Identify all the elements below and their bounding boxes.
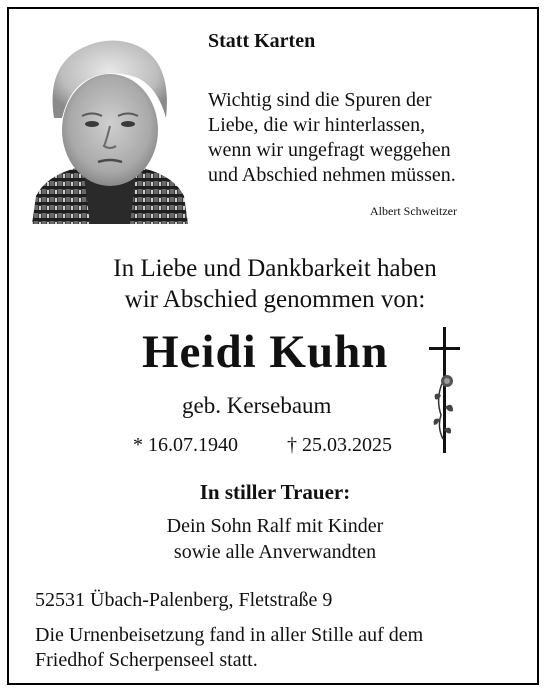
death-date: † 25.03.2025 [287, 434, 392, 456]
quote-line: und Abschied nehmen müssen. [208, 164, 456, 186]
birth-date: * 16.07.1940 [133, 434, 238, 456]
mourning-title: In stiller Trauer: [199, 480, 351, 504]
cross-with-rose-icon [427, 327, 463, 460]
quote-text [208, 88, 528, 188]
quote-line: wenn wir ungefragt weggehen [208, 139, 451, 161]
portrait-photo [26, 26, 193, 224]
obituary-notice [7, 7, 539, 685]
mourner-line: Dein Sohn Ralf mit Kinder [166, 515, 384, 537]
burial-note [35, 623, 535, 673]
mourners-list [9, 513, 541, 565]
deceased-name: Heidi Kuhn [142, 326, 389, 378]
quote-line: Liebe, die wir hinterlassen, [208, 114, 426, 136]
quote-line: Wichtig sind die Spuren der [208, 89, 432, 111]
header-title: Statt Karten [208, 30, 316, 52]
burial-line: Friedhof Scherpenseel statt. [35, 649, 258, 671]
intro-text [9, 253, 541, 315]
intro-line: wir Abschied genommen von: [124, 286, 426, 313]
burial-line: Die Urnenbeisetzung fand in aller Stille auf dem [35, 624, 424, 646]
mourner-line: sowie alle Anverwandten [173, 541, 377, 563]
address: 52531 Übach-Palenberg, Fletstraße 9 [35, 589, 333, 611]
intro-line: In Liebe und Dankbarkeit haben [113, 255, 437, 282]
maiden-name: geb. Kersebaum [182, 393, 332, 418]
quote-author: Albert Schweitzer [370, 204, 457, 218]
